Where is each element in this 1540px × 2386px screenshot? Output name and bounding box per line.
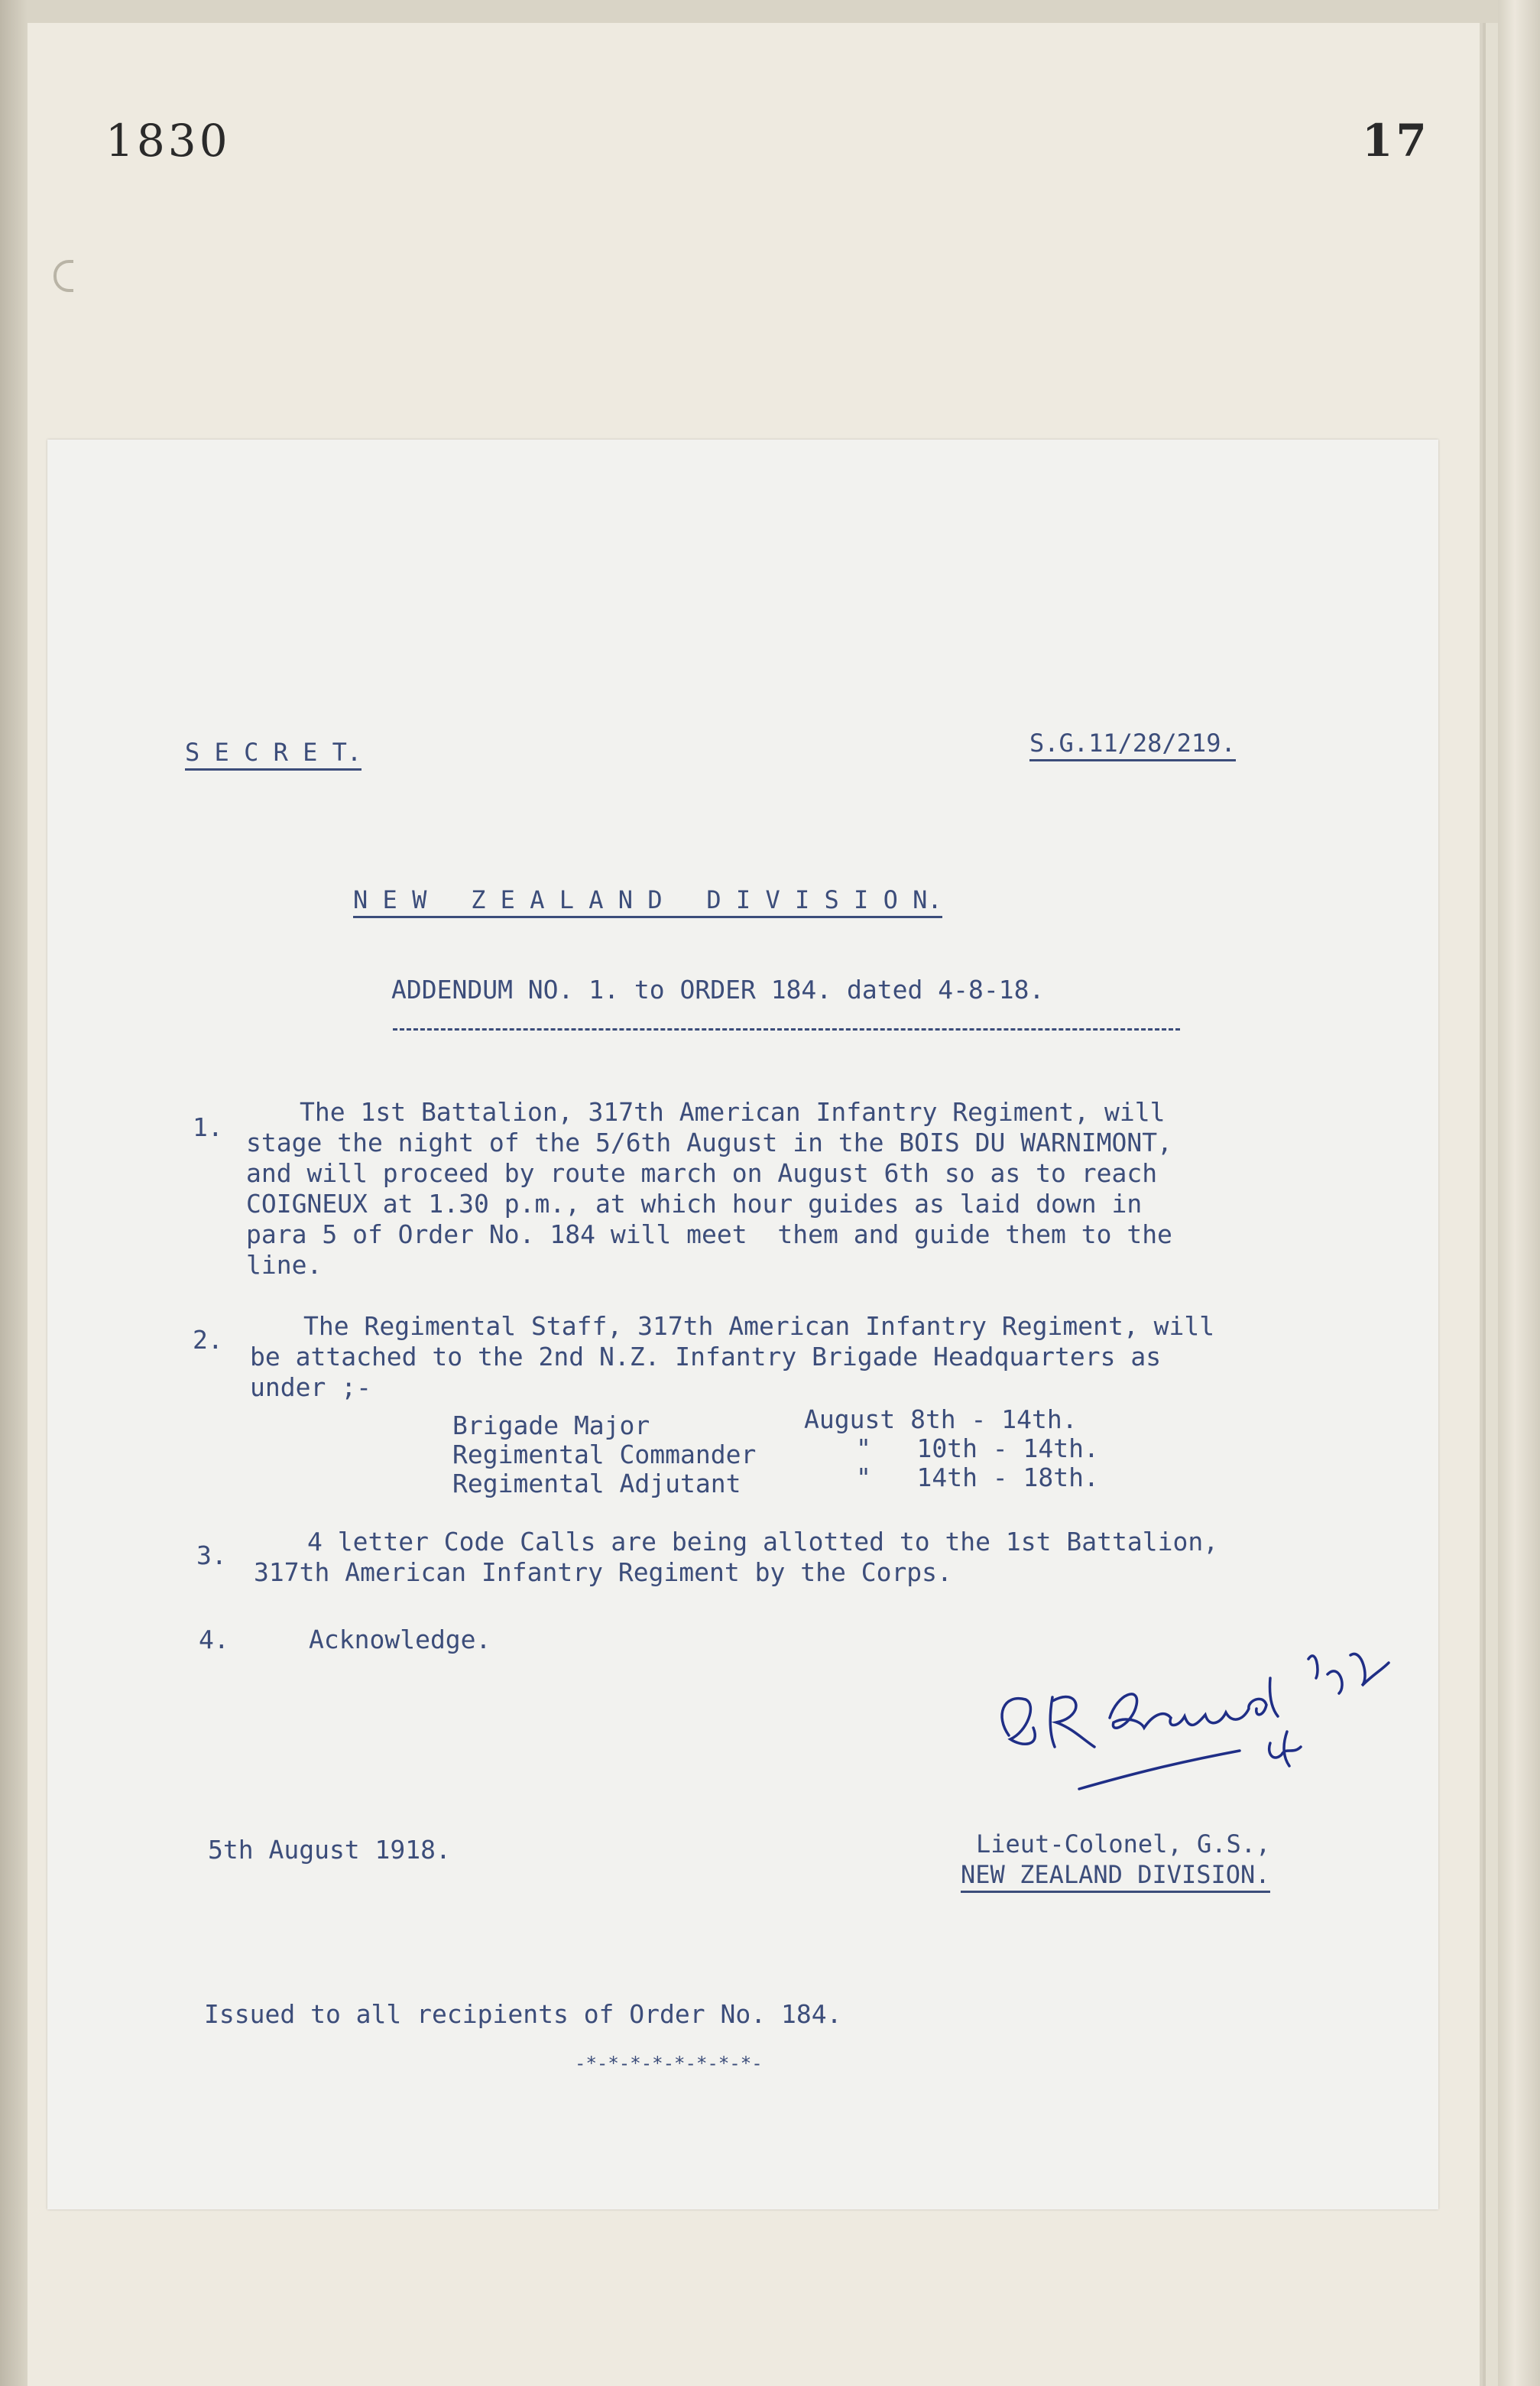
paragraph-line: 4 letter Code Calls are being allotted to the 1st Battalion, <box>307 1527 1219 1557</box>
classification-marking: S E C R E T. <box>185 738 361 771</box>
paragraph-line: COIGNEUX at 1.30 p.m., at which hour guides as laid down in <box>246 1189 1143 1219</box>
addendum-subtitle: ADDENDUM NO. 1. to ORDER 184. dated 4-8-18. <box>391 975 1045 1005</box>
schedule-dates: " 10th - 14th. <box>856 1433 1099 1463</box>
schedule-dates: " 14th - 18th. <box>856 1462 1099 1492</box>
folio-number-left: 1830 <box>105 115 231 167</box>
schedule-dates: August 8th - 14th. <box>804 1404 1078 1434</box>
schedule-role: Brigade Major <box>452 1410 650 1440</box>
paragraph-line: be attached to the 2nd N.Z. Infantry Brigade Headquarters as <box>250 1342 1162 1372</box>
order-date: 5th August 1918. <box>208 1835 451 1865</box>
paragraph-number: 4. <box>199 1625 229 1654</box>
paragraph-number: 3. <box>196 1540 227 1570</box>
signatory-rank: Lieut-Colonel, G.S., <box>976 1829 1271 1858</box>
folio-number-right: 17 <box>1362 115 1430 167</box>
division-title: N E W Z E A L A N D D I V I S I O N. <box>353 885 942 918</box>
binder-edge <box>0 0 28 2386</box>
paragraph-line: under ;- <box>250 1372 371 1402</box>
paragraph-line: and will proceed by route march on August 6th so as to reach <box>246 1158 1158 1188</box>
stacked-pages-edge <box>1498 0 1540 2386</box>
paragraph-line: Acknowledge. <box>309 1625 491 1654</box>
end-marker: -*-*-*-*-*-*-*-*- <box>575 2053 763 2074</box>
handwritten-signature <box>980 1632 1423 1808</box>
subtitle-rule <box>393 1028 1180 1031</box>
paragraph-line: 317th American Infantry Regiment by the Corps. <box>254 1557 952 1587</box>
paragraph-line: stage the night of the 5/6th August in the BOIS DU WARNIMONT, <box>246 1128 1172 1157</box>
schedule-role: Regimental Adjutant <box>452 1469 741 1498</box>
paragraph-line: The Regimental Staff, 317th American Infantry Regiment, will <box>303 1311 1215 1341</box>
signatory-unit: NEW ZEALAND DIVISION. <box>961 1860 1270 1893</box>
distribution-note: Issued to all recipients of Order No. 184. <box>204 1999 842 2029</box>
paragraph-number: 2. <box>193 1325 223 1355</box>
top-edge <box>28 0 1498 23</box>
typed-order-sheet <box>47 440 1438 2209</box>
schedule-role: Regimental Commander <box>452 1440 757 1469</box>
paragraph-line: The 1st Battalion, 317th American Infantry Regiment, will <box>300 1097 1166 1127</box>
paragraph-number: 1. <box>193 1112 223 1142</box>
paragraph-line: para 5 of Order No. 184 will meet them and guide them to the <box>246 1219 1172 1249</box>
reference-number: S.G.11/28/219. <box>1029 729 1236 761</box>
paragraph-line: line. <box>246 1250 323 1280</box>
